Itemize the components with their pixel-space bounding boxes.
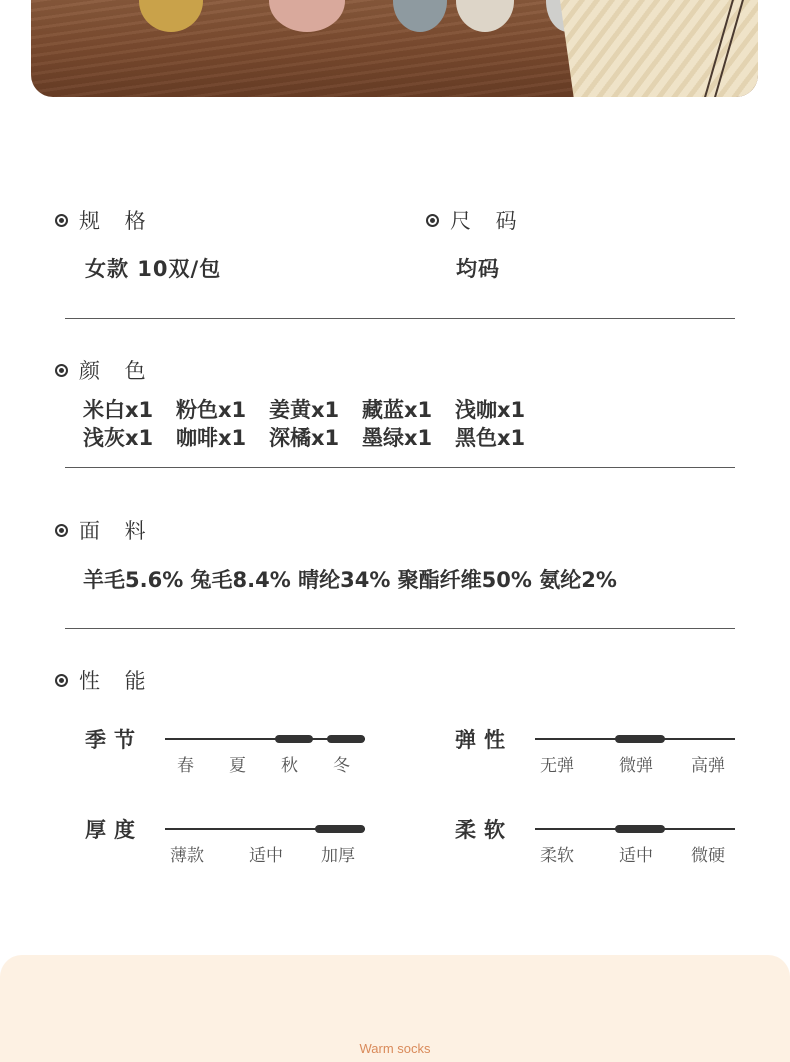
season-tick: 夏 <box>229 756 246 776</box>
color-title-text: 颜 色 <box>79 359 155 383</box>
fabric-value: 羊毛5.6% 兔毛8.4% 晴纶34% 聚酯纤维50% 氨纶2% <box>83 568 617 592</box>
elasticity-tick: 高弹 <box>691 756 725 776</box>
footer-caption: Warm socks <box>359 1041 431 1056</box>
thickness-scale <box>165 817 365 866</box>
divider <box>65 628 735 629</box>
spec-title <box>55 205 155 235</box>
elasticity-scale <box>535 727 735 776</box>
bullet-dot-icon <box>55 364 68 377</box>
color-item: 黑色x1 <box>455 426 526 450</box>
color-item: 粉色x1 <box>176 398 247 422</box>
bullet-dot-icon <box>426 214 439 227</box>
color-row <box>83 424 528 452</box>
softness-label: 柔软 <box>455 818 513 842</box>
season-label: 季节 <box>85 728 143 752</box>
season-tick: 春 <box>177 756 194 776</box>
color-item: 浅灰x1 <box>83 426 154 450</box>
season-tick: 秋 <box>281 756 298 776</box>
color-item: 浅咖x1 <box>455 398 526 422</box>
fabric-title <box>55 515 155 545</box>
season-mark-autumn <box>275 735 313 743</box>
size-title <box>426 205 526 235</box>
season-mark-winter <box>327 735 365 743</box>
color-row <box>83 396 528 424</box>
divider <box>65 318 735 319</box>
footer-panel <box>0 955 790 1062</box>
color-item: 藏蓝x1 <box>362 398 433 422</box>
performance-title <box>55 665 155 695</box>
softness-tick: 柔软 <box>540 846 574 866</box>
color-item: 咖啡x1 <box>176 426 247 450</box>
divider <box>65 467 735 468</box>
season-tick: 冬 <box>333 756 350 776</box>
color-list <box>83 396 528 452</box>
spec-title-text: 规 格 <box>79 209 155 233</box>
softness-tick: 适中 <box>619 846 653 866</box>
softness-mark <box>615 825 665 833</box>
elasticity-tick: 无弹 <box>540 756 574 776</box>
color-item: 米白x1 <box>83 398 154 422</box>
performance-title-text: 性 能 <box>79 669 155 693</box>
bullet-dot-icon <box>55 524 68 537</box>
color-title <box>55 355 155 385</box>
softness-scale <box>535 817 735 866</box>
season-scale <box>165 727 365 776</box>
thickness-label: 厚度 <box>85 818 143 842</box>
fabric-title-text: 面 料 <box>79 519 155 543</box>
softness-tick: 微硬 <box>691 846 725 866</box>
bullet-dot-icon <box>55 674 68 687</box>
size-value: 均码 <box>456 257 500 281</box>
thickness-tick: 加厚 <box>321 846 355 866</box>
thickness-mark <box>315 825 365 833</box>
color-item: 姜黄x1 <box>269 398 340 422</box>
color-item: 深橘x1 <box>269 426 340 450</box>
thickness-tick: 薄款 <box>170 846 204 866</box>
color-item: 墨绿x1 <box>362 426 433 450</box>
elasticity-tick: 微弹 <box>619 756 653 776</box>
size-title-text: 尺 码 <box>450 209 526 233</box>
elasticity-label: 弹性 <box>455 728 513 752</box>
spec-value: 女款 10双/包 <box>85 257 222 281</box>
elasticity-mark <box>615 735 665 743</box>
bullet-dot-icon <box>55 214 68 227</box>
product-photo <box>31 0 758 97</box>
thickness-tick: 适中 <box>249 846 283 866</box>
